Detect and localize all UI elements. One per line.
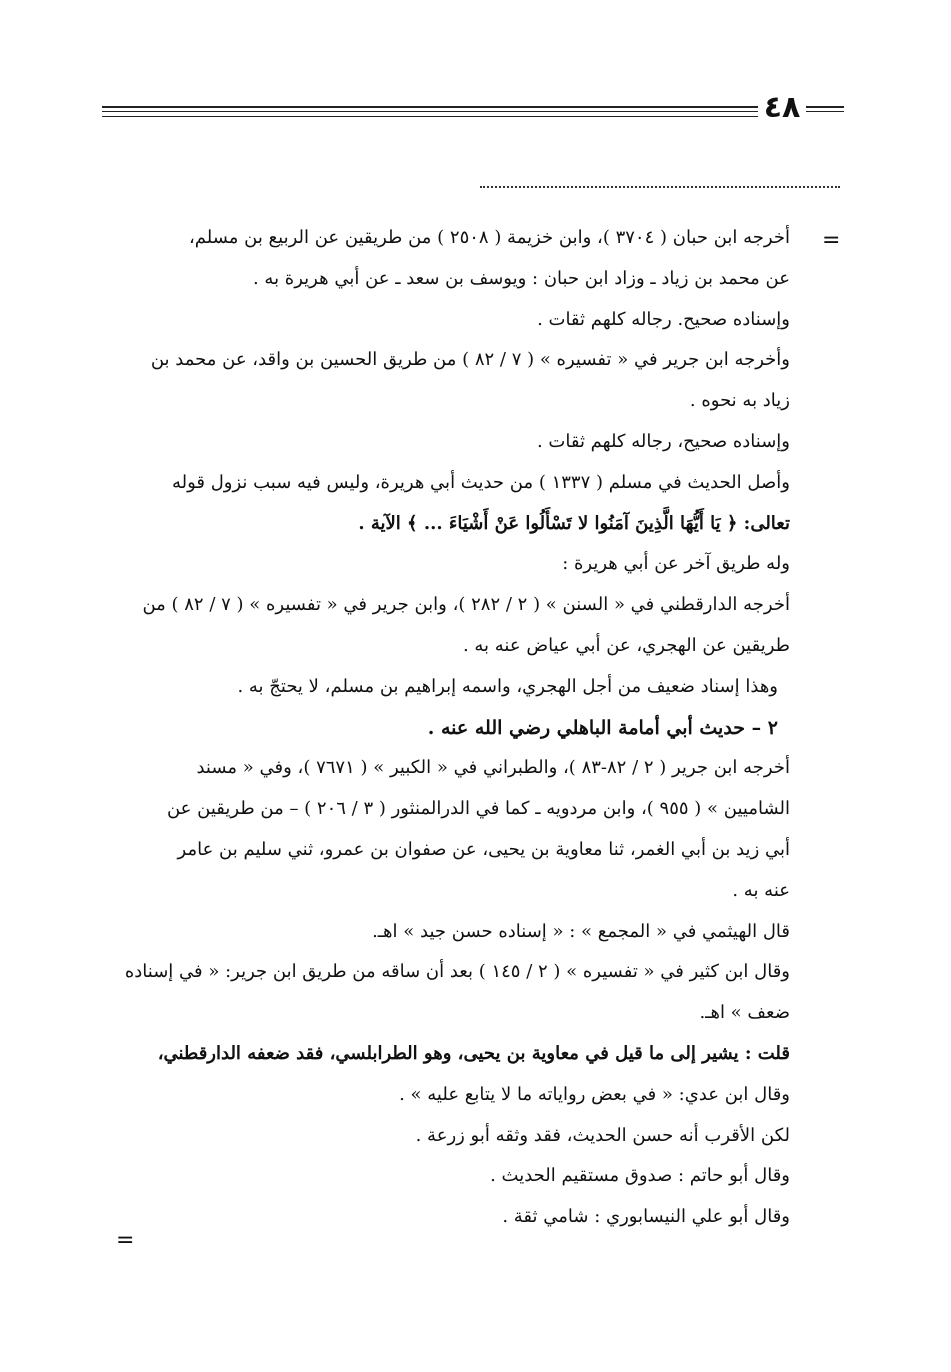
paragraph-line: أخرجه ابن حبان ( ٣٧٠٤ )، وابن خزيمة ( ٢٥٠٨ ) من طريقين عن الربيع بن مسلم، — [188, 227, 790, 248]
paragraph-line: لكن الأقرب أنه حسن الحديث، فقد وثقه أبو زرعة . — [415, 1124, 790, 1146]
paragraph-line: عنه به . — [732, 879, 790, 901]
continuation-marker-top: = — [822, 228, 841, 253]
paragraph-line: عن محمد بن زياد ـ وزاد ابن حبان : ويوسف بن سعد ـ عن أبي هريرة به . — [252, 267, 790, 289]
paragraph-line: وإسناده صحيح. رجاله كلهم ثقات . — [537, 308, 790, 330]
section-heading: ٢ – حديث أبي أمامة الباهلي رضي الله عنه . — [427, 716, 778, 739]
paragraph-line: وله طريق آخر عن أبي هريرة : — [562, 553, 790, 575]
paragraph-line: وأصل الحديث في مسلم ( ١٣٣٧ ) من حديث أبي هريرة، وليس فيه سبب نزول قوله — [171, 471, 790, 493]
paragraph-line: الشاميين » ( ٩٥٥ )، وابن مردويه ـ كما في الدرالمنثور ( ٣ / ٢٠٦ ) – من طريقين عن — [166, 798, 790, 820]
header-rule-left-mid — [102, 111, 758, 112]
paragraph-line: ضعف » اهـ. — [699, 1002, 790, 1024]
paragraph-line: أخرجه ابن جرير ( ٢ / ٨٢-٨٣ )، والطبراني في « الكبير » ( ٧٦٧١ )، وفي « مسند — [196, 757, 790, 779]
paragraph-line: قال الهيثمي في « المجمع » : « إسناده حسن جيد » اهـ. — [372, 920, 790, 942]
continuation-marker-bottom: = — [116, 1228, 135, 1253]
page-number: ٤٨ — [763, 90, 801, 125]
paragraph-line: وأخرجه ابن جرير في « تفسيره » ( ٧ / ٨٢ ) من طريق الحسين بن واقد، عن محمد بن — [150, 349, 790, 371]
paragraph-line: أخرجه الدارقطني في « السنن » ( ٢ / ٢٨٢ )، وابن جرير في « تفسيره » ( ٧ / ٨٢ ) من — [142, 594, 790, 616]
paragraph-line: زياد به نحوه . — [689, 390, 790, 412]
paragraph-line: وإسناده صحيح، رجاله كلهم ثقات . — [536, 430, 790, 452]
header-rule-left — [102, 106, 758, 108]
header-rule-right — [806, 106, 844, 108]
header-rule-left-lower — [102, 116, 758, 117]
paragraph-line: وقال أبو حاتم : صدوق مستقيم الحديث . — [490, 1165, 790, 1187]
quran-verse-line: تعالى: ﴿ يَا أَيُّهَا الَّذِينَ آمَنُوا لا تَسْأَلُوا عَنْ أَشْيَاءَ ... ﴾ الآية . — [358, 512, 790, 534]
footnote-separator — [480, 186, 840, 188]
header-rule-right-lower — [806, 111, 844, 112]
paragraph-line: قلت : يشير إلى ما قيل في معاوية بن يحيى، وهو الطرابلسي، فقد ضعفه الدارقطني، — [157, 1042, 790, 1064]
paragraph-line: وهذا إسناد ضعيف من أجل الهجري، واسمه إبراهيم بن مسلم، لا يحتجّ به . — [237, 675, 778, 697]
footnote-body — [108, 218, 790, 1238]
paragraph-line: وقال ابن كثير في « تفسيره » ( ٢ / ١٤٥ ) بعد أن ساقه من طريق ابن جرير: « في إسناده — [124, 961, 790, 983]
paragraph-line: أبي زيد بن أبي الغمر، ثنا معاوية بن يحيى، عن صفوان بن عمرو، ثني سليم بن عامر — [177, 838, 790, 860]
paragraph-line: وقال أبو علي النيسابوري : شامي ثقة . — [502, 1206, 790, 1228]
paragraph-line: طريقين عن الهجري، عن أبي عياض عنه به . — [462, 634, 790, 656]
paragraph-line: وقال ابن عدي: « في بعض رواياته ما لا يتابع عليه » . — [399, 1083, 790, 1105]
